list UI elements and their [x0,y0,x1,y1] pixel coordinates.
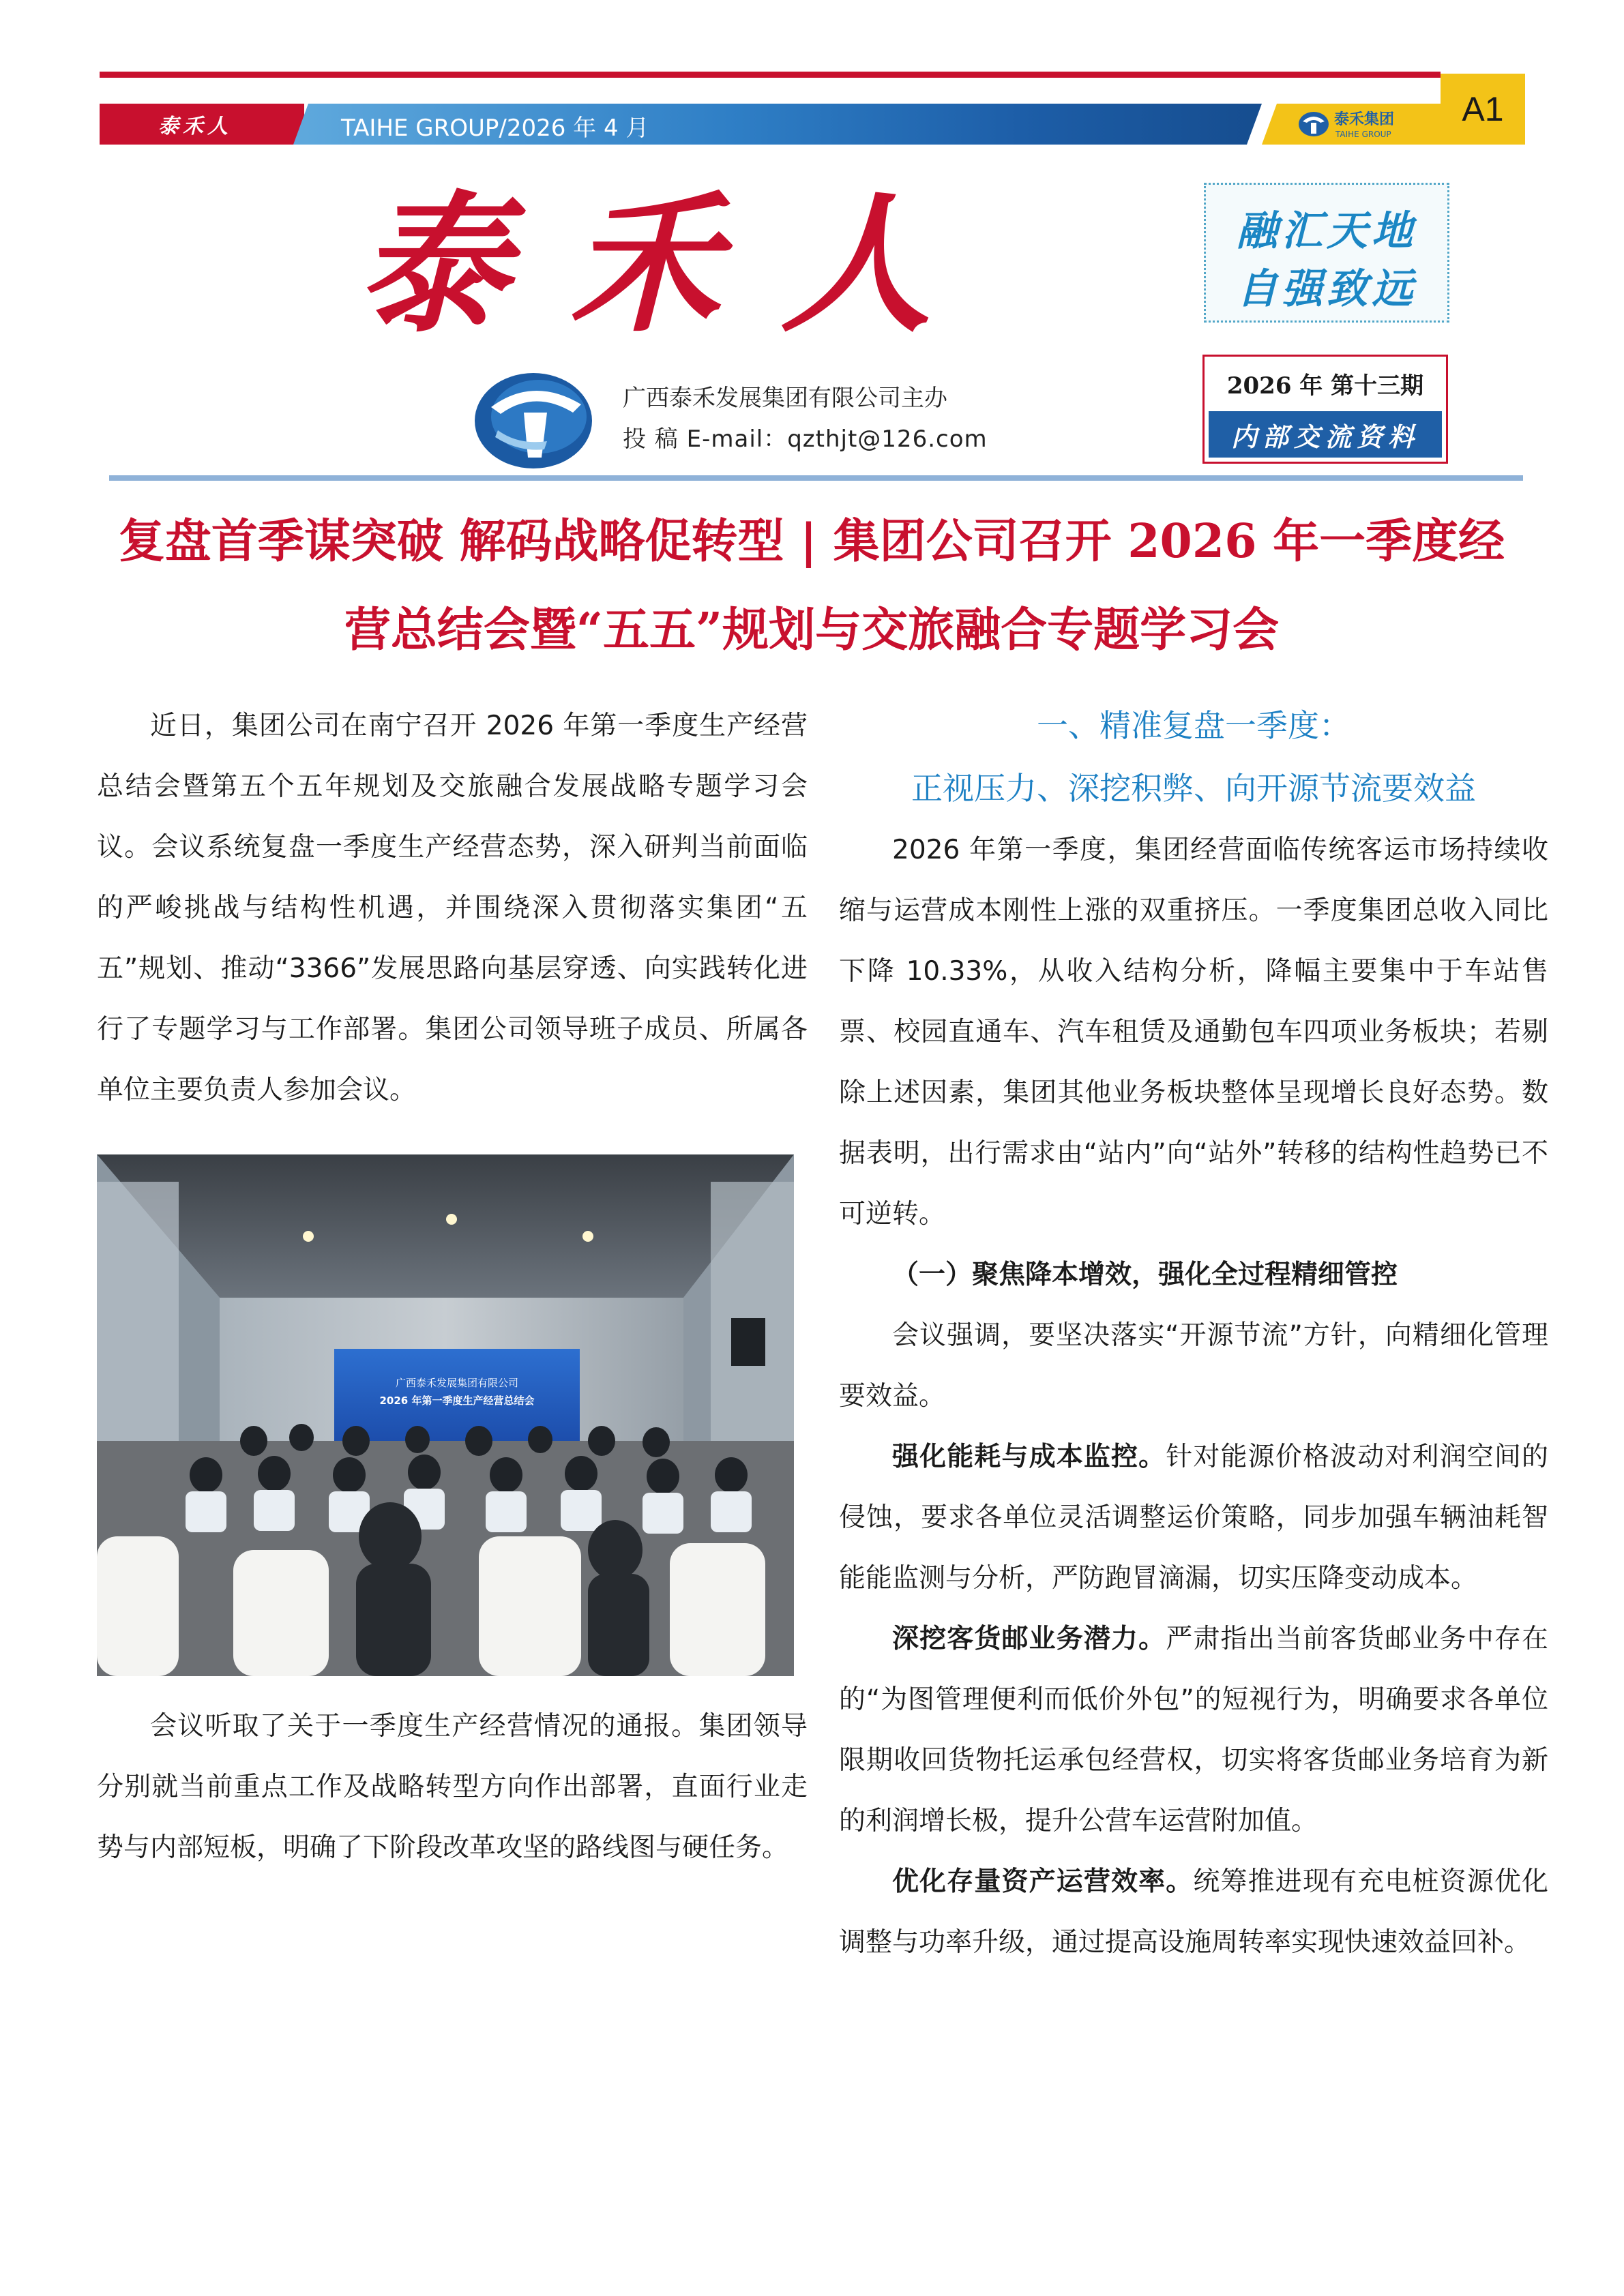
section-1-title: 一、精准复盘一季度： [1037,707,1350,744]
section-1-paragraph: 2026 年第一季度，集团经营面临传统客运市场持续收缩与运营成本刚性上涨的双重挤压。一季度集团总收入同比下降 10.33%，从收入结构分析，降幅主要集中于车站售票、校园直通车、汽车租赁及通勤包车四项业务板块；若剔除上述因素，集团其他业务板块整体呈现增长良好态势。数据表明，出行需求由“站内”向“站外”转移的结构性趋势已不可逆转。 [839,835,1548,1229]
issue-box [1202,355,1448,464]
top-red-rule [100,72,1441,78]
org-logo-icon [471,365,600,474]
issue-number: 2026 年 第十三期 [1226,372,1424,400]
internal-note: 内部交流资料 [1209,411,1442,458]
article-after-photo [97,1696,808,1878]
photo-banner-line-2: 2026 年第一季度生产经营总结会 [379,1395,535,1407]
slogan-box [1204,183,1449,323]
masthead-divider [109,475,1523,481]
point-1-text: 针对能源价格波动对利润空间的侵蚀，要求各单位灵活调整运价策略，同步加强车辆油耗智能能监测与分析，严防跑冒滴漏，切实压降变动成本。 [839,1442,1548,1594]
headline-line-1: 复盘首季谋突破 解码战略促转型 | 集团公司召开 2026 年一季度经 [118,514,1505,569]
org-email: 投 稿 E-mail：qzthjt@126.com [623,426,988,453]
article-intro [97,696,808,1120]
masthead-title [358,174,1054,351]
taihe-group-logo-icon [1296,106,1439,142]
point-2-text: 严肃指出当前客货邮业务中存在的“为图管理便利而低价外包”的短视行为，明确要求各单位限期收回货物托运承包经营权，切实将客货邮业务培育为新的利润增长极，提升公营车运营附加值。 [839,1624,1548,1836]
header-band-name: 泰禾人 [158,115,232,138]
slogan-line-2: 自强致远 [1237,265,1417,313]
section-1-subtitle: 正视压力、深挖积弊、向开源节流要效益 [911,770,1476,807]
point-2 [839,1609,1548,1851]
right-column-body [839,820,1548,1973]
point-1 [839,1427,1548,1609]
point-3 [839,1851,1548,1973]
point-2-lead: 深挖客货邮业务潜力。 [892,1624,1166,1654]
point-3-text: 统筹推进现有充电桩资源优化调整与功率升级，通过提高设施周转率实现快速效益回补。 [839,1866,1548,1958]
band-logo-cn: 泰禾集团 [1334,111,1395,128]
org-host: 广西泰禾发展集团有限公司主办 [623,385,947,412]
point-3-lead: 优化存量资产运营效率。 [892,1866,1194,1897]
band-logo-en: TAIHE GROUP [1335,130,1391,139]
after-photo-paragraph: 会议听取了关于一季度生产经营情况的通报。集团领导分别就当前重点工作及战略转型方向作出部署，直面行业走势与内部短板，明确了下阶段改革攻坚的路线图与硬任务。 [97,1711,808,1863]
header-band-text: TAIHE GROUP/2026 年 4 月 [341,115,649,142]
masthead-title-text: 泰禾人 [358,176,993,351]
headline-line-2: 营总结会暨“五五”规划与交旅融合专题学习会 [344,603,1280,657]
intro-paragraph: 近日，集团公司在南宁召开 2026 年第一季度生产经营总结会暨第五个五年规划及交旅融合发展战略专题学习会议。会议系统复盘一季度生产经营态势，深入研判当前面临的严峻挑战与结构性机遇，并围绕深入贯彻落实集团“五五”规划、推动“3366”发展思路向基层穿透、向实践转化进行了专题学习与工作部署。集团公司领导班子成员、所属各单位主要负责人参加会议。 [97,711,808,1105]
page-number: A1 [1441,74,1525,145]
sub-section-1-title: （一）聚焦降本增效，强化全过程精细管控 [892,1259,1398,1290]
meeting-photo [97,1154,794,1676]
slogan-line-1: 融汇天地 [1237,207,1417,255]
photo-banner-line-1: 广西泰禾发展集团有限公司 [395,1377,519,1389]
point-1-lead: 强化能耗与成本监控。 [892,1442,1166,1472]
sub-section-1-paragraph: 会议强调，要坚决落实“开源节流”方针，向精细化管理要效益。 [839,1320,1548,1412]
